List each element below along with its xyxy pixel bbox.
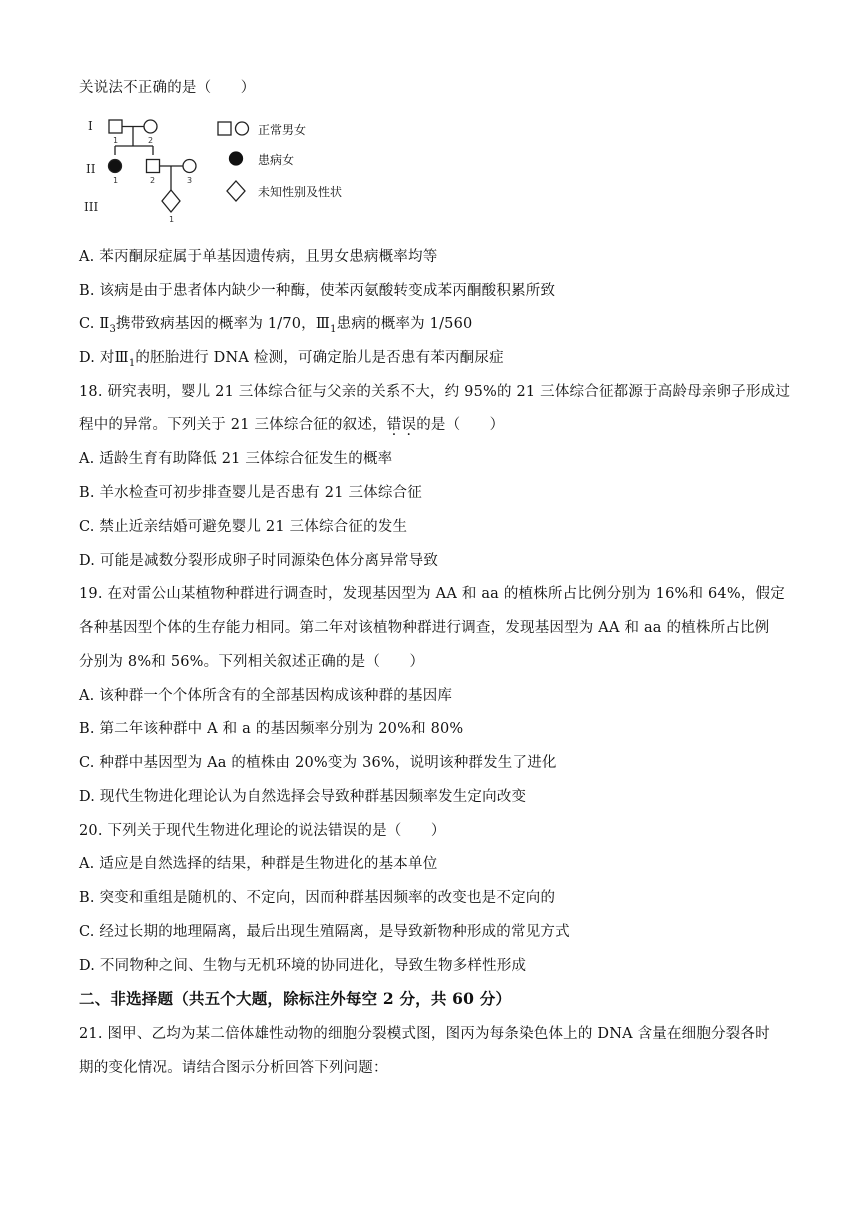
legend-unknown-symbol	[216, 180, 254, 202]
svg-text:1: 1	[113, 136, 119, 145]
gen-label-II: II	[86, 162, 96, 176]
individual-II1-affected-female	[109, 160, 122, 173]
legend-affected-symbol	[216, 150, 254, 168]
svg-text:3: 3	[187, 176, 193, 185]
section2-heading: 二、非选择题（共五个大题，除标注外每空 2 分，共 60 分）	[79, 989, 512, 1008]
q19-stem-line3: 分别为 8%和 56%。下列相关叙述正确的是（ ）	[79, 654, 425, 670]
individual-I2-female	[144, 120, 157, 133]
svg-text:1: 1	[169, 215, 175, 224]
q19-stem-line1: 19. 在对雷公山某植物种群进行调查时，发现基因型为 AA 和 aa 的植株所占比例分别为 16%和 64%，假定	[79, 586, 785, 602]
q21-stem-line2: 期的变化情况。请结合图示分析回答下列问题：	[79, 1060, 388, 1076]
pedigree-diagram	[82, 110, 207, 225]
q18-option-c: C. 禁止近亲结婚可避免婴儿 21 三体综合征的发生	[79, 519, 408, 535]
individual-II2-male	[147, 160, 160, 173]
gen-label-I: I	[88, 119, 93, 133]
q20-option-b: B. 突变和重组是随机的、不定向，因而种群基因频率的改变也是不定向的	[79, 890, 556, 906]
legend-unknown-label: 未知性别及性状	[258, 184, 343, 199]
q19-option-c: C. 种群中基因型为 Aa 的植株由 20%变为 36%，说明该种群发生了进化	[79, 755, 557, 771]
svg-text:2: 2	[148, 136, 154, 145]
individual-I1-male	[109, 120, 122, 133]
svg-text:2: 2	[150, 176, 156, 185]
q17-stem-tail: 关说法不正确的是（ ）	[79, 80, 256, 96]
q20-option-a: A. 适应是自然选择的结果，种群是生物进化的基本单位	[79, 856, 438, 872]
q18-option-d: D. 可能是减数分裂形成卵子时同源染色体分离异常导致	[79, 553, 439, 569]
q20-stem: 20. 下列关于现代生物进化理论的说法错误的是（ ）	[79, 823, 446, 839]
q21-stem-line1: 21. 图甲、乙均为某二倍体雄性动物的细胞分裂模式图，图丙为每条染色体上的 DNA 含量在细胞分裂各时	[79, 1026, 770, 1042]
q17-option-a: A. 苯丙酮尿症属于单基因遗传病，且男女患病概率均等	[79, 249, 438, 265]
q19-option-a: A. 该种群一个个体所含有的全部基因构成该种群的基因库	[79, 688, 453, 704]
q17-option-b: B. 该病是由于患者体内缺少一种酶，使苯丙氨酸转变成苯丙酮酸积累所致	[79, 283, 556, 299]
q17-option-d: D. 对$Ⅲ_1$的胚胎进行 DNA 检测，可确定胎儿是否患有苯丙酮尿症	[79, 350, 504, 369]
legend-affected-label: 患病女	[258, 152, 295, 167]
q17-option-c: C. $Ⅱ_3$携带致病基因的概率为 1/70，$Ⅲ_1$患病的概率为 1/560	[79, 316, 473, 335]
q18-stem-line1: 18. 研究表明，婴儿 21 三体综合征与父亲的关系不大，约 95%的 21 三体综合征都源于高龄母亲卵子形成过	[79, 384, 791, 400]
q20-option-d: D. 不同物种之间、生物与无机环境的协同进化，导致生物多样性形成	[79, 958, 527, 974]
q18-stem-line2: 程中的异常。下列关于 21 三体综合征的叙述，错误的是（ ）	[79, 417, 505, 433]
q19-stem-line2: 各种基因型个体的生存能力相同。第二年对该植物种群进行调查，发现基因型为 AA 和 aa 的植株所占比例	[79, 620, 770, 636]
legend-normal-symbols	[216, 120, 254, 138]
q20-option-c: C. 经过长期的地理隔离，最后出现生殖隔离，是导致新物种形成的常见方式	[79, 924, 570, 940]
svg-text:1: 1	[113, 176, 119, 185]
q19-option-d: D. 现代生物进化理论认为自然选择会导致种群基因频率发生定向改变	[79, 789, 527, 805]
individual-III1-unknown	[162, 190, 180, 212]
q18-option-a: A. 适龄生育有助降低 21 三体综合征发生的概率	[79, 451, 393, 467]
q18-option-b: B. 羊水检查可初步排查婴儿是否患有 21 三体综合征	[79, 485, 422, 501]
legend-normal-label: 正常男女	[258, 122, 307, 137]
gen-label-III: III	[84, 200, 99, 214]
q19-option-b: B. 第二年该种群中 A 和 a 的基因频率分别为 20%和 80%	[79, 721, 464, 737]
individual-II3-female	[183, 160, 196, 173]
